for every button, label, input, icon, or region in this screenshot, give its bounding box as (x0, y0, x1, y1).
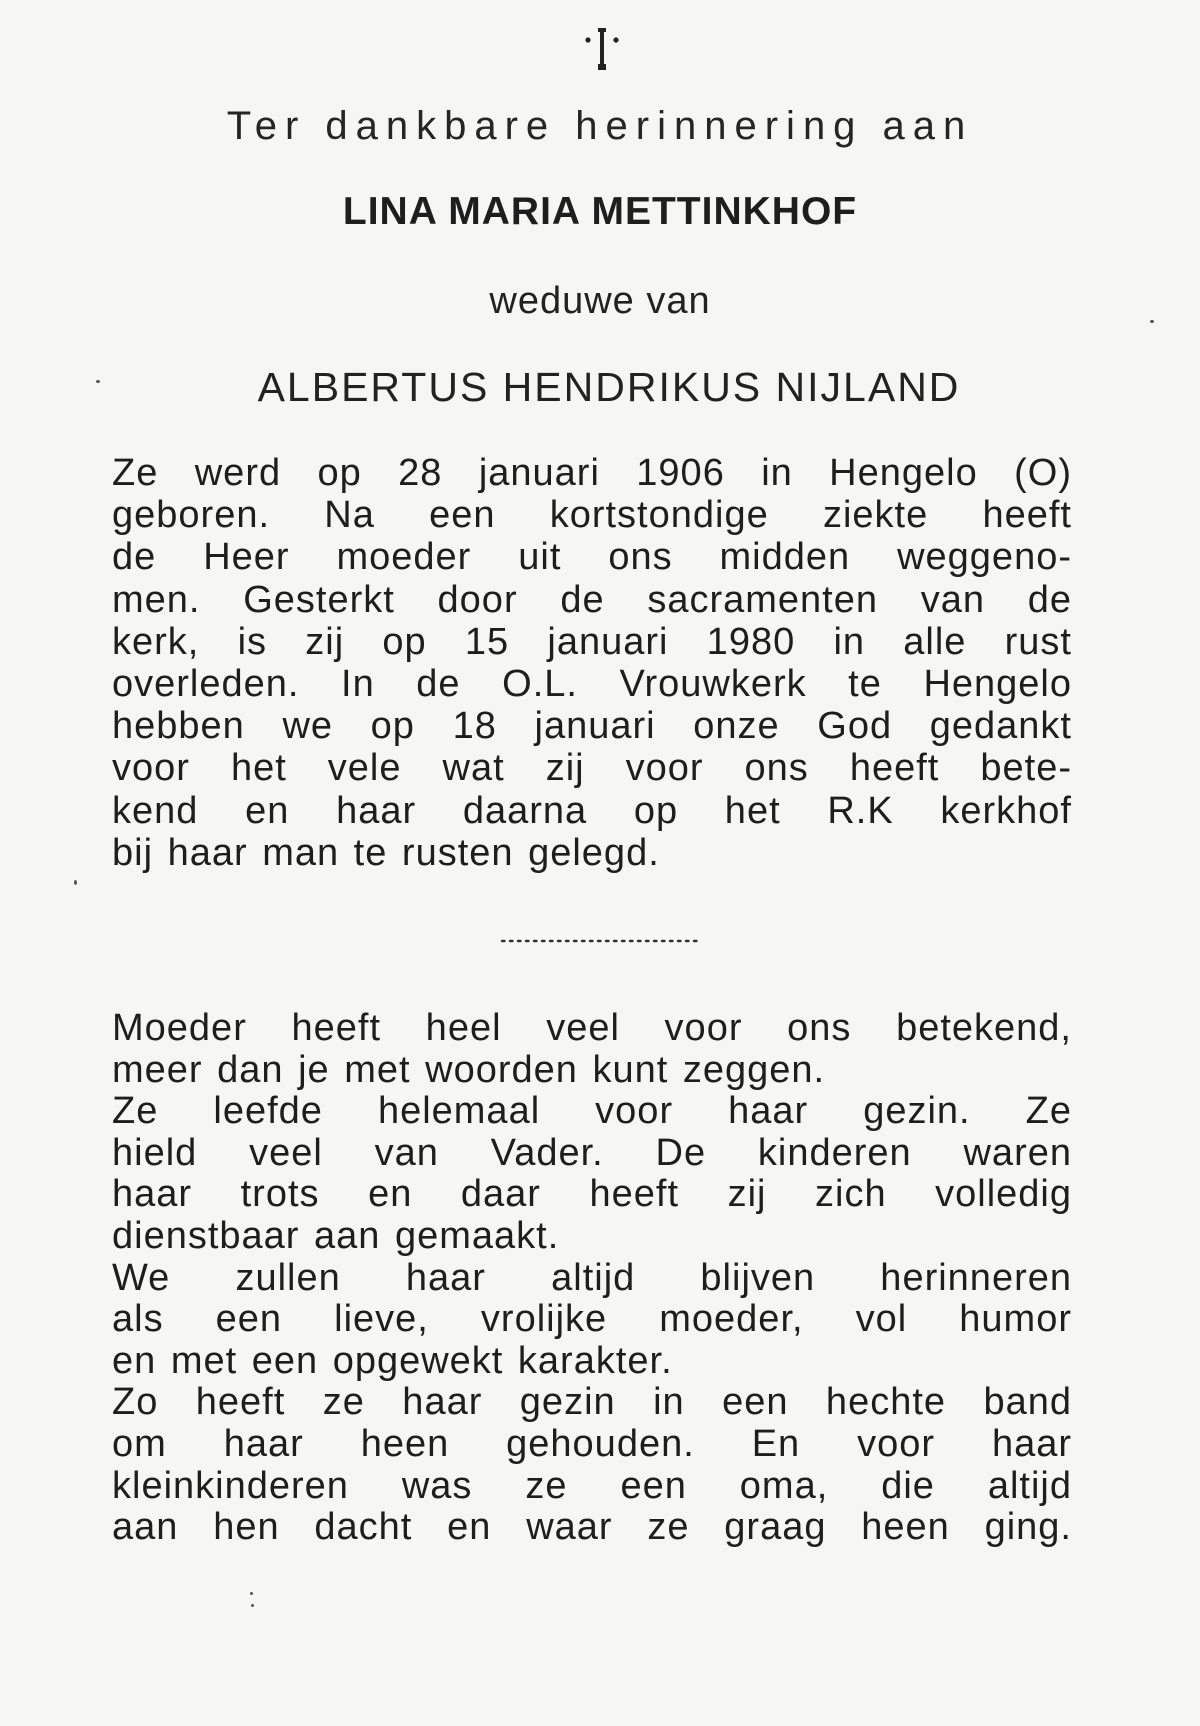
tribute-line: om haar heen gehouden. En voor haar (112, 1422, 1072, 1465)
tribute-line: aan hen dacht en waar ze graag heen ging. (112, 1506, 1072, 1549)
biography-line: bij haar man te rusten gelegd. (112, 831, 660, 874)
tribute-line: als een lieve, vrolijke moeder, vol humor (112, 1298, 1072, 1341)
tribute-line: We zullen haar altijd blijven herinneren (112, 1256, 1072, 1299)
print-speck (250, 1592, 253, 1595)
relation-text: weduwe van (489, 280, 711, 322)
biography-line: Ze werd op 28 januari 1906 in Hengelo (O) (112, 452, 1072, 494)
biography-line: hebben we op 18 januari onze God gedankt (112, 705, 1072, 748)
biography-paragraph (112, 452, 1072, 874)
print-speck (251, 1604, 254, 1607)
biography-line: geboren. Na een kortstondige ziekte heeft (112, 494, 1072, 537)
dotted-separator (500, 938, 700, 944)
tribute-line: kleinkinderen was ze een oma, die altijd (112, 1464, 1072, 1507)
tribute-line: Zo heeft ze haar gezin in een hechte band (112, 1381, 1072, 1424)
tribute-paragraph (112, 1008, 1072, 1549)
deceased-name: LINA MARIA METTINKHOF (342, 190, 858, 233)
tribute-line: Moeder heeft heel veel voor ons betekend, (112, 1007, 1072, 1049)
biography-line: kerk, is zij op 15 januari 1980 in alle rust (112, 620, 1072, 663)
biography-line: de Heer moeder uit ons midden weggeno- (112, 536, 1072, 579)
biography-line: kend en haar daarna op het R.K kerkhof (112, 789, 1072, 832)
cross-icon (582, 24, 622, 74)
tribute-line: Ze leefde helemaal voor haar gezin. Ze (112, 1090, 1072, 1133)
biography-line: overleden. In de O.L. Vrouwkerk te Hengelo (112, 663, 1072, 706)
tribute-line: dienstbaar aan gemaakt. (112, 1214, 560, 1257)
tribute-line: hield veel van Vader. De kinderen waren (112, 1131, 1072, 1174)
print-speck (96, 380, 100, 383)
tribute-line: haar trots en daar heeft zij zich volledig (112, 1173, 1072, 1216)
husband-name: ALBERTUS HENDRIKUS NIJLAND (257, 364, 961, 410)
tribute-line: meer dan je met woorden kunt zeggen. (112, 1048, 826, 1091)
print-speck (1150, 320, 1154, 323)
intro-text: Ter dankbare herinnering aan (226, 104, 974, 148)
biography-line: voor het vele wat zij voor ons heeft bete- (112, 747, 1072, 790)
print-speck (74, 880, 77, 885)
biography-line: men. Gesterkt door de sacramenten van de (112, 578, 1072, 621)
tribute-line: en met een opgewekt karakter. (112, 1339, 673, 1382)
